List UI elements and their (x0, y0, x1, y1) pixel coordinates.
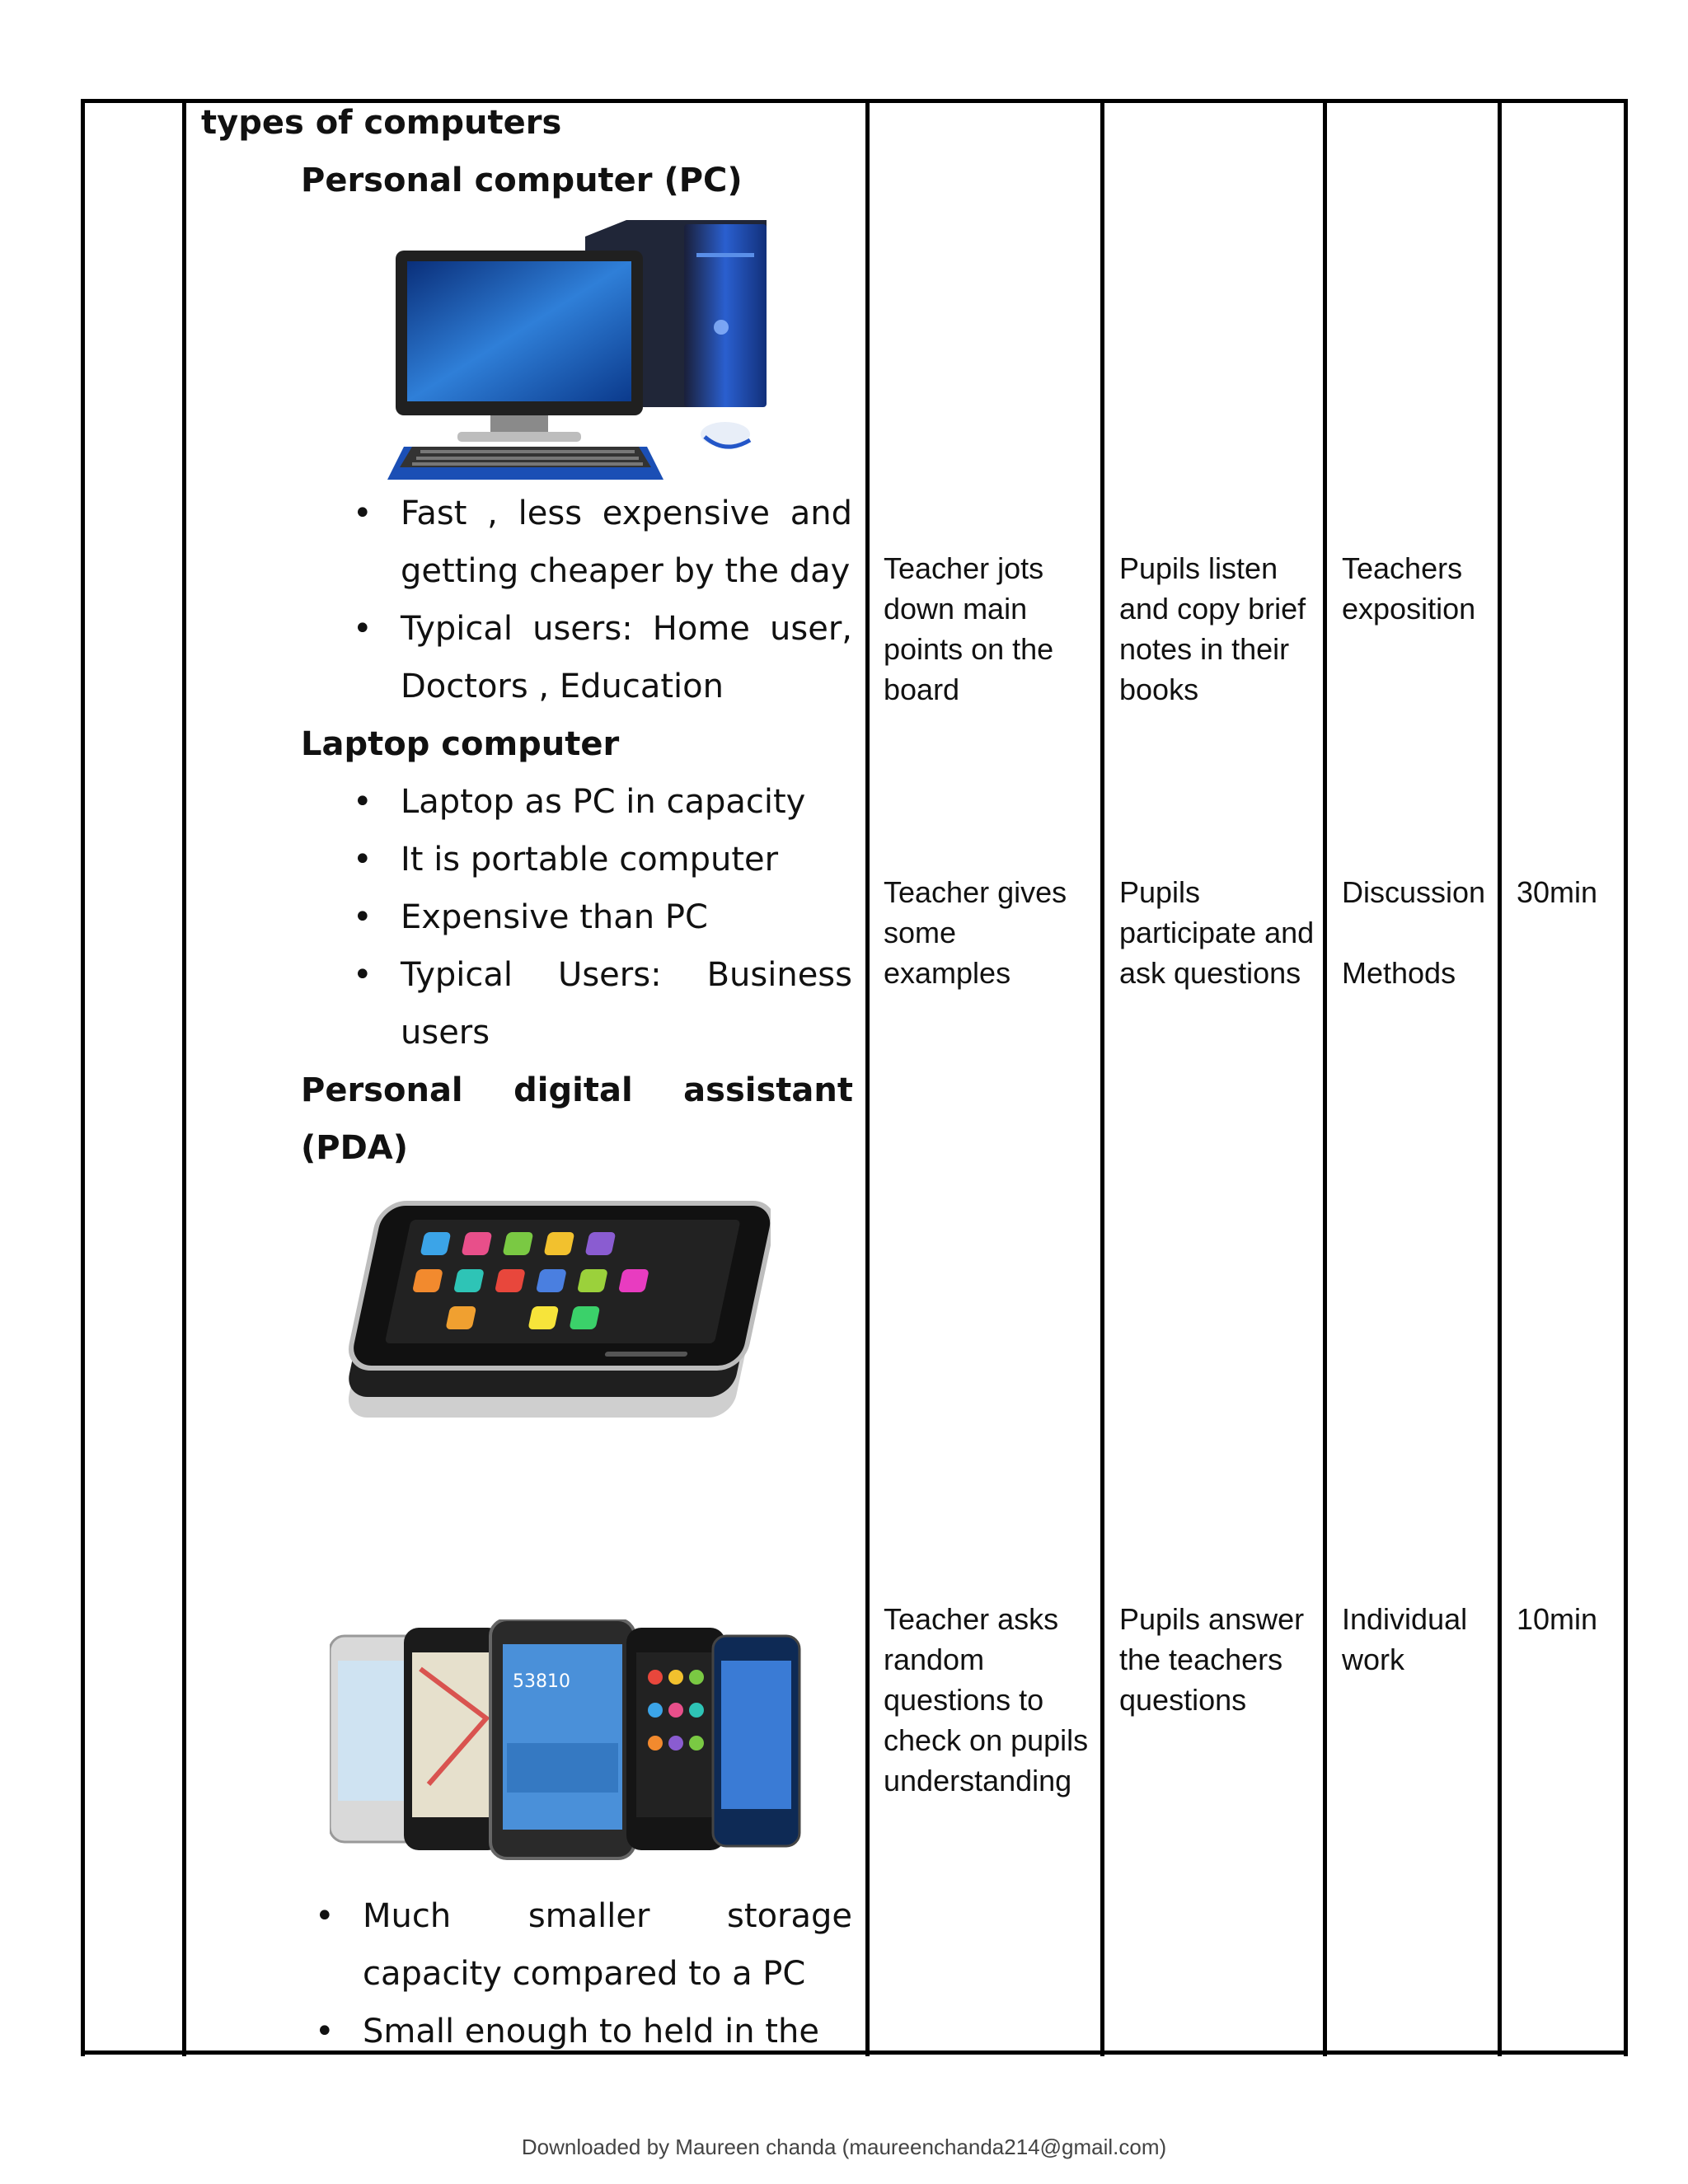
pda-image (317, 1195, 771, 1442)
list-item: • Small enough to held in the (363, 2003, 852, 2060)
time-allocation: 10min (1517, 1602, 1598, 1636)
list-item: • Typical Users: Business users (401, 946, 852, 1062)
table-bottom-border (81, 2050, 1628, 2055)
laptop-heading: Laptop computer (301, 725, 620, 763)
teaching-method: Individual work (1342, 1602, 1468, 1676)
download-footer: Downloaded by Maureen chanda (maureenchanda214@gmail.com) (521, 2135, 1167, 2159)
list-item: • Fast , less expensive and getting cheaper by the day (401, 485, 852, 600)
pda-bullets (363, 1887, 852, 2060)
table-border (1323, 99, 1327, 2056)
table-border (865, 99, 870, 2056)
list-item: • Laptop as PC in capacity (401, 773, 852, 831)
pc-bullets (401, 485, 852, 715)
pda-section (301, 1062, 853, 1177)
list-item: • Typical users: Home user, Doctors , Education (401, 600, 852, 715)
time-allocation: 30min (1517, 875, 1598, 909)
teaching-method (1342, 872, 1494, 993)
pc-heading: Personal computer (PC) (301, 162, 743, 199)
teaching-method: Teachers exposition (1342, 551, 1476, 626)
teacher-activity: Teacher jots down main points on the board (884, 551, 1054, 706)
list-item: • Expensive than PC (401, 888, 852, 946)
list-item: • It is portable computer (401, 831, 852, 888)
pc-image (379, 216, 775, 480)
pda-heading: Personal digital assistant (PDA) (301, 1071, 853, 1167)
smartphones-image (330, 1619, 804, 1863)
table-border (81, 99, 85, 2056)
section-title: types of computers (201, 104, 562, 142)
phone-screen-text: 53810 (513, 1671, 570, 1692)
table-border (1100, 99, 1104, 2056)
teacher-activity: Teacher asks random questions to check on pupils understanding (884, 1602, 1089, 1797)
pupil-activity: Pupils listen and copy brief notes in their books (1119, 551, 1306, 706)
table-border (1624, 99, 1628, 2056)
laptop-section (301, 715, 853, 773)
pupil-activity: Pupils participate and ask questions (1119, 875, 1315, 990)
pc-section (301, 152, 853, 209)
method-line: Methods (1342, 956, 1456, 990)
method-line: Discussion (1342, 875, 1486, 909)
table-border (1498, 99, 1502, 2056)
content-column (201, 94, 852, 152)
laptop-bullets (401, 773, 852, 1062)
table-border (182, 99, 186, 2056)
pupil-activity: Pupils answer the teachers questions (1119, 1602, 1305, 1717)
list-item: • Much smaller storage capacity compared to a PC (363, 1887, 852, 2003)
teacher-activity: Teacher gives some examples (884, 875, 1067, 990)
